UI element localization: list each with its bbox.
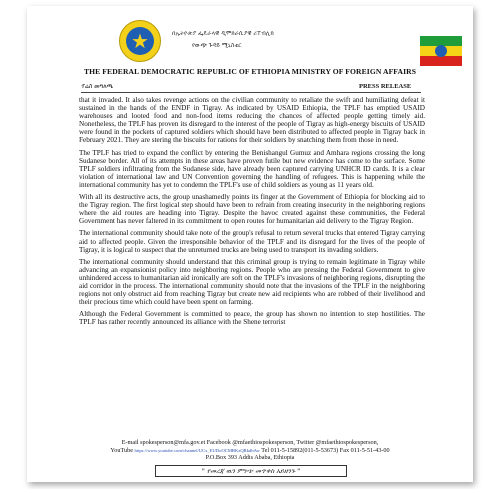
press-release-label: PRESS RELEASE (359, 83, 412, 90)
paragraph-2: The TPLF has tried to expand the conflict by entering the Benishangul Gumuz and Amhara regions crossing the long Sudanese border. All of its attempts in these areas have proven futile but new evidence has come to the surface. Some TPLF soldiers infiltrating from the Sudanese side, have already been captured carrying UNHCR ID cards. It is a clear violation of international law and UN Convention governing the handling of refugees. This is happening while the international community has yet to condemn the TPLF's use of child soldiers as young as 11 years old. (79, 148, 425, 189)
amharic-ministry-name: በኢትዮጵያ ፌዴራላዊ ዲሞክራሲያዊ ሪፐብሊክ (172, 30, 274, 37)
amharic-slogan-box: " የመረጃ ዉን ምንጭ መጥቀስ አይዘንጉ " (155, 465, 347, 477)
document-page (27, 6, 473, 482)
document-body (79, 96, 425, 330)
amharic-press-label: ፕሬስ መግለጫ (81, 83, 113, 90)
footer-phone: Tel 011-5-15892(011-5-53673) Fax 011-5-51-43-00 (261, 446, 390, 454)
footer-youtube-line (27, 447, 473, 455)
contact-footer (27, 439, 473, 462)
paragraph-6: Although the Federal Government is committed to peace, the group has shown no intention to step hostilities. The TPLF has rather recently announced its alliance with the Shene terrorist (79, 310, 425, 327)
paragraph-1: that it invaded. It also takes revenge actions on the civilian community to retaliate the swift and humiliating defeat it sustained in the hands of the ENDF in Tigray. As indicated by USAID Ethiopia, the TPLF has emptied USAID warehouses and looted food and non-food items reducing the chances of affected people getting timely aid. Nonetheless, the TPLF has proven its disregard to the interest of the people of Tigray as high-energy biscuits of USAID were found in the pockets of captured soldiers which should have been distributed to affected people in Tigray back in February 2021. They are stering the biscuits for rations for their soldiers by snatching them from those in need. (79, 96, 425, 145)
footer-contact-line: E-mail spokesperson@mfa.gov.et Facebook @mfaethiospokesperson, Twitter @mfaethiospokesperson, (121, 439, 379, 446)
header-divider (81, 92, 421, 93)
youtube-link[interactable]: https://www.youtube.com/channel/UCx_EUDoOCMBKzQRkdbAw (134, 447, 260, 453)
ethiopia-emblem-icon: ★ (119, 20, 161, 62)
ethiopia-flag-icon (420, 36, 462, 66)
document-header-title: THE FEDERAL DEMOCRATIC REPUBLIC OF ETHIOPIA MINISTRY OF FOREIGN AFFAIRS (83, 67, 417, 76)
paragraph-4: The international community should take note of the group's refusal to return several trucks that entered Tigray carrying aid to affected people. Given the irresponsible behavior of the TPLF and its disregard for the lives of the people of Tigray, it is logical to suspect that the unreturned trucks are being used to transport its invading soldiers. (79, 229, 425, 254)
amharic-ministry-name-2: የውጭ ጉዳይ ሚኒስቴር (192, 42, 242, 49)
footer-address: P.O.Box 393 Addis Ababa, Ethiopia (205, 454, 295, 462)
paragraph-5: The international community should understand that this criminal group is trying to remain legitimate in Tigray while advancing an expansionist policy into neighboring regions. People who are pressing the Federal Government to give unhindered access to humanitarian aid ironically are soft on the TPLF's invasions of neighboring regions, disrupting the aid corridor in the process. The international community should note that the invasions of the TPLF in the neighboring regions not only obstruct aid from reaching Tigray but create new aid recipients who are robbed of their livelihood and their precious time which could have been spent on farming. (79, 257, 425, 307)
youtube-label: YouTube (110, 446, 133, 454)
paragraph-3: With all its destructive acts, the group unashamedly points its finger at the Government of Ethiopia for blocking aid to the Tigray region. The first logical step should have been to refrain from creating insecurity in the neighboring regions where the aid routes are heading into Tigray. Despite the havoc created against these communities, the Federal Government has never faltered in its commitment to open routes for humanitarian aid delivery to the Tigray Region. (79, 193, 425, 226)
